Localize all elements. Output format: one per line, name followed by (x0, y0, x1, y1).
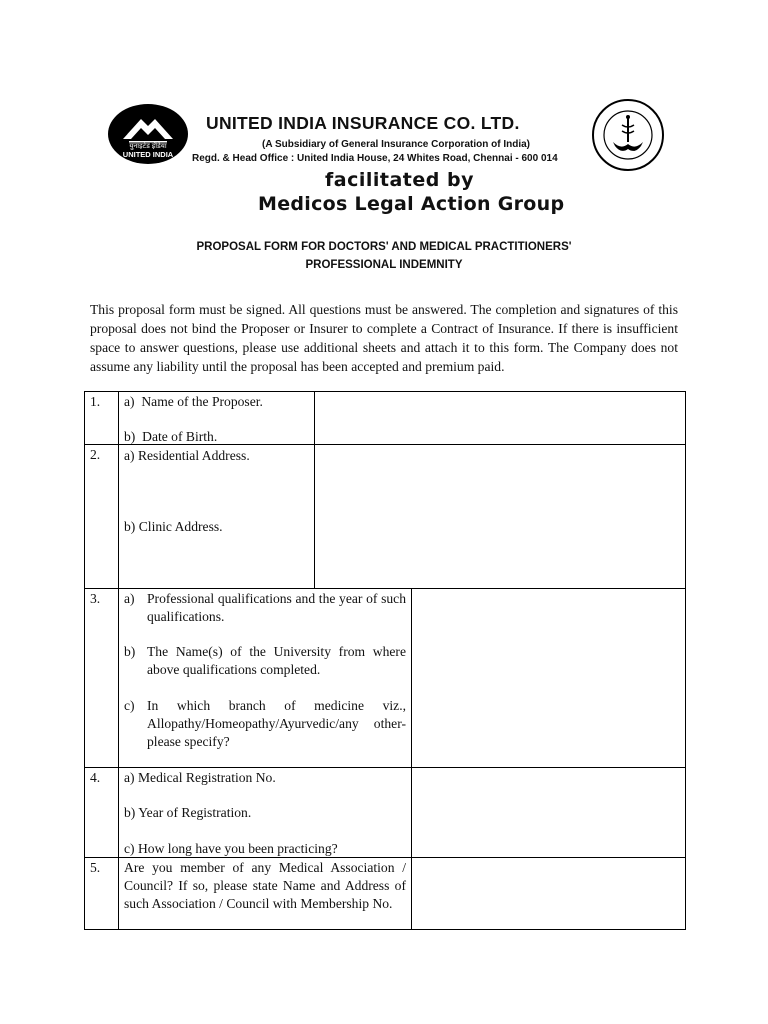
question-4b-registration-year: b) Year of Registration. (124, 805, 252, 820)
form-title-line-2: PROFESSIONAL INDEMNITY (305, 259, 463, 271)
question-5-number: 5. (90, 860, 101, 875)
question-1-number: 1. (90, 394, 101, 409)
question-1a-name: a) Name of the Proposer. (124, 394, 263, 409)
question-3b-label: b) (124, 644, 136, 659)
question-3c-label: c) (124, 698, 135, 713)
question-3-number: 3. (90, 591, 101, 606)
answer-1-field[interactable] (316, 393, 684, 443)
question-1b-dob: b) Date of Birth. (124, 429, 218, 444)
question-4-number: 4. (90, 770, 101, 785)
answer-2-field[interactable] (316, 446, 684, 587)
subsidiary-line: (A Subsidiary of General Insurance Corporation of India) (262, 139, 530, 150)
head-office-address: Regd. & Head Office : United India House, 24 Whites Road, Chennai - 600 014 (192, 153, 558, 164)
answer-4-field[interactable] (413, 769, 684, 856)
intro-paragraph: This proposal form must be signed. All questions must be answered. The completion and signatures of this proposal does not bind the Proposer or Insurer to complete a Contract of Insurance. If there is insufficient space to answer questions, please use additional sheets and attach it to this form. The Company does not assume any liability until the proposal has been accepted and premium paid. (90, 302, 678, 374)
question-3a-qualifications: Professional qualifications and the year of such qualifications. (147, 591, 406, 624)
form-title-line-1: PROPOSAL FORM FOR DOCTORS' AND MEDICAL PRACTITIONERS' (196, 241, 572, 253)
united-india-logo (107, 103, 189, 165)
answer-3-field[interactable] (413, 590, 684, 766)
question-2b-clinic-address: b) Clinic Address. (124, 519, 223, 534)
logo-hindi-text: युनाइटेड इंडिया (129, 143, 167, 150)
question-3c-branch-of-medicine: In which branch of medicine viz., Allopathy/Homeopathy/Ayurvedic/any other- please specify? (147, 698, 406, 749)
facilitator-name: Medicos Legal Action Group (258, 193, 565, 215)
question-3a-label: a) (124, 591, 135, 606)
question-4a-registration-no: a) Medical Registration No. (124, 770, 276, 785)
question-3b-university: The Name(s) of the University from where above qualifications completed. (147, 644, 406, 677)
question-2-number: 2. (90, 447, 101, 462)
question-4c-years-practicing: c) How long have you been practicing? (124, 841, 338, 856)
question-5-medical-association: Are you member of any Medical Association / Council? If so, please state Name and Address of such Association / Council with Membership No. (124, 860, 406, 911)
question-2a-residential-address: a) Residential Address. (124, 448, 250, 463)
facilitated-by-label: facilitated by (325, 169, 474, 191)
answer-5-field[interactable] (413, 859, 684, 928)
company-name: UNITED INDIA INSURANCE CO. LTD. (206, 113, 520, 133)
medicos-legal-action-group-logo (591, 98, 665, 172)
logo-left-text: UNITED INDIA (122, 150, 174, 159)
